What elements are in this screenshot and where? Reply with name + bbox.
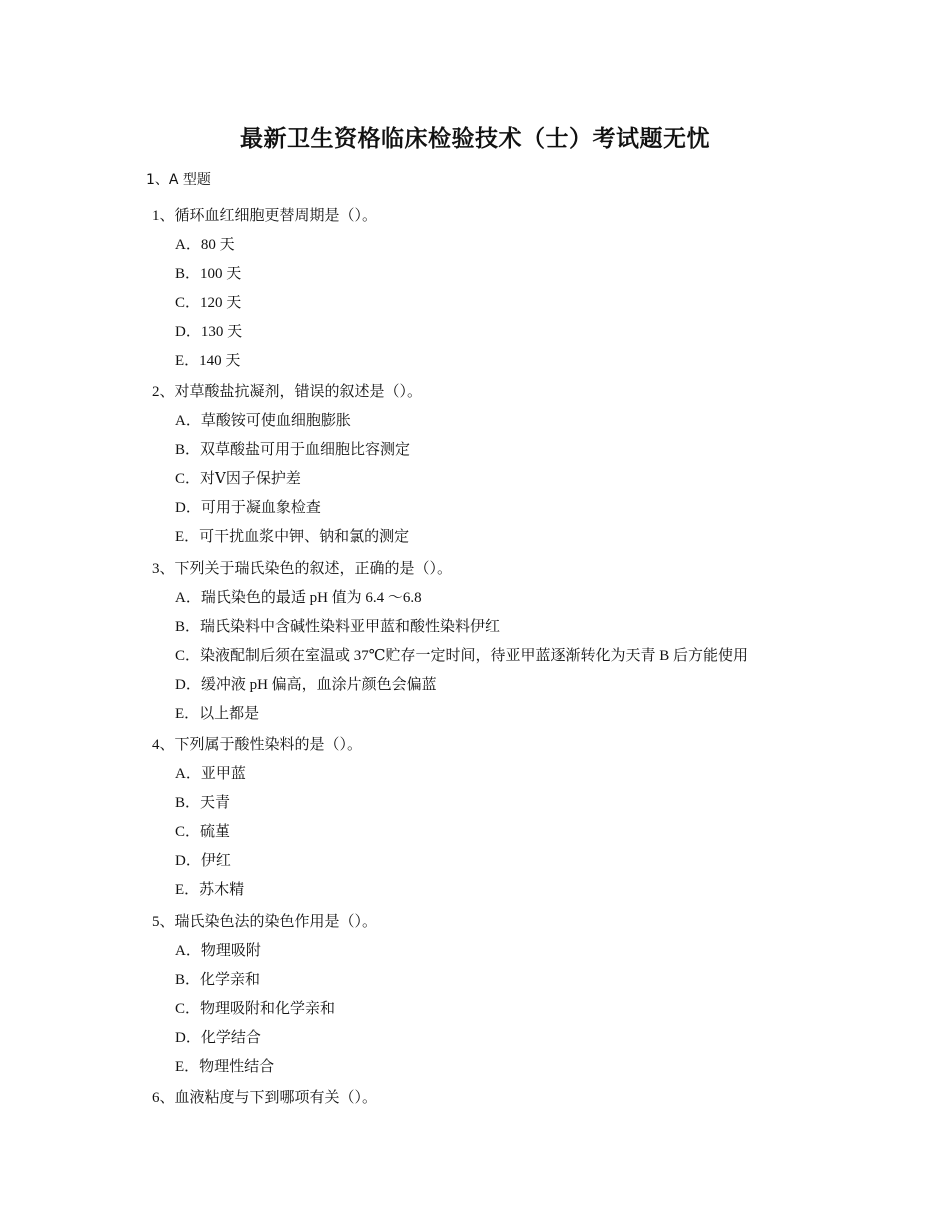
option-c: C．染液配制后须在室温或 37℃贮存一定时间，待亚甲蓝逐渐转化为天青 B 后方能使用: [175, 647, 749, 664]
question-item: [0, 731, 950, 907]
option-a: A．草酸铵可使血细胞膨胀: [175, 413, 351, 430]
question-text: 3、下列关于瑞氏染色的叙述，正确的是（）。: [152, 560, 453, 577]
option-e: E．苏木精: [175, 882, 245, 899]
option-b: B．化学亲和: [175, 971, 261, 988]
section-heading: 1、A 型题: [146, 172, 211, 188]
option-a: A．亚甲蓝: [175, 766, 246, 783]
question-item: [0, 555, 950, 731]
option-e: E．以上都是: [175, 705, 260, 722]
question-item: [0, 378, 950, 554]
question-list: [0, 202, 950, 1113]
question-item: [0, 202, 950, 378]
option-d: D．130 天: [175, 324, 243, 340]
option-c: C．硫堇: [175, 824, 231, 841]
option-c: C．120 天: [175, 295, 242, 311]
option-a: A．物理吸附: [175, 942, 261, 959]
option-d: D．缓冲液 pH 偏高，血涂片颜色会偏蓝: [175, 676, 437, 693]
option-b: B．100 天: [175, 266, 242, 282]
option-d: D．伊红: [175, 853, 231, 870]
option-b: B．瑞氏染料中含碱性染料亚甲蓝和酸性染料伊红: [175, 618, 501, 635]
option-a: A．80 天: [175, 237, 235, 253]
question-text: 1、循环血红细胞更替周期是（）。: [152, 208, 378, 224]
option-e: E．物理性结合: [175, 1058, 275, 1075]
question-item: [0, 1084, 950, 1113]
question-text: 2、对草酸盐抗凝剂，错误的叙述是（）。: [152, 384, 423, 401]
option-d: D．化学结合: [175, 1029, 261, 1046]
option-c: C．对Ⅴ因子保护差: [175, 471, 301, 488]
question-text: 5、瑞氏染色法的染色作用是（）。: [152, 913, 378, 930]
option-b: B．双草酸盐可用于血细胞比容测定: [175, 442, 411, 459]
option-a: A．瑞氏染色的最适 pH 值为 6.4 ～6.8: [175, 589, 422, 606]
option-e: E．140 天: [175, 353, 241, 369]
question-text: 6、血液粘度与下到哪项有关（）。: [152, 1089, 378, 1106]
option-d: D．可用于凝血象检查: [175, 500, 321, 517]
option-b: B．天青: [175, 795, 231, 812]
question-item: [0, 908, 950, 1084]
option-e: E．可干扰血浆中钾、钠和氯的测定: [175, 529, 410, 546]
document-title: 最新卫生资格临床检验技术（士）考试题无忧: [240, 126, 710, 152]
option-c: C．物理吸附和化学亲和: [175, 1000, 336, 1017]
question-text: 4、下列属于酸性染料的是（）。: [152, 737, 363, 754]
